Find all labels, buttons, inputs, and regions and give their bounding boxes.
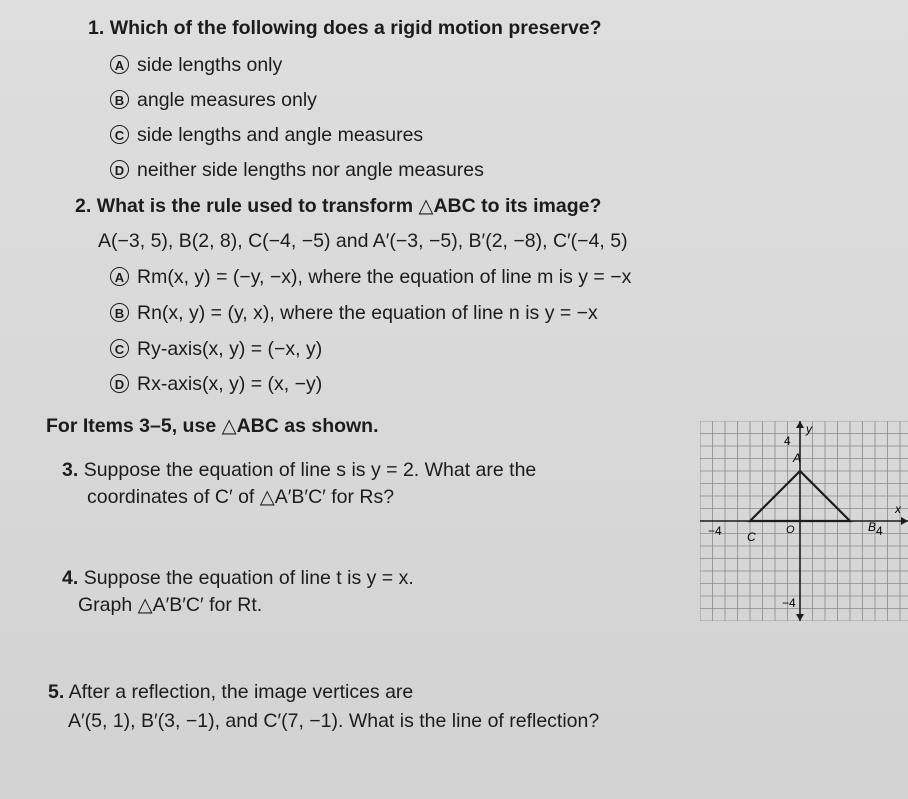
q1-choice-b[interactable] (110, 88, 317, 112)
point-label-c: C (747, 530, 756, 544)
q2-given: A(−3, 5), B(2, 8), C(−4, −5) and A′(−3, −5), B′(2, −8), C′(−4, 5) (98, 230, 628, 252)
q5-text-1: After a reflection, the image vertices are (68, 681, 414, 703)
q1-number: 1. (88, 17, 105, 39)
y-axis-label: y (806, 422, 812, 436)
choice-letter-b: B (110, 303, 129, 322)
tick-label-x-pos: 4 (876, 524, 883, 538)
tick-label-x-neg: −4 (708, 524, 722, 538)
q2-choice-c-text: Ry-axis(x, y) = (−x, y) (137, 338, 323, 360)
q2-choice-c[interactable] (110, 337, 322, 361)
point-label-a: A (793, 451, 802, 465)
choice-letter-b: B (110, 90, 129, 109)
q3-number: 3. (62, 459, 79, 481)
choice-letter-d: D (110, 374, 129, 393)
q2-choice-b[interactable] (110, 301, 598, 325)
q1-choice-a-text: side lengths only (137, 54, 283, 76)
q1-choice-c[interactable] (110, 123, 423, 147)
q1-choice-b-text: angle measures only (137, 89, 317, 111)
y-axis-arrow-down (796, 614, 804, 621)
x-axis-label: x (895, 502, 901, 516)
q4-text-1: Suppose the equation of line t is y = x. (83, 567, 414, 589)
q5-line1 (48, 680, 413, 704)
y-axis-arrow-up (796, 421, 804, 428)
q2-choice-a-text: Rm(x, y) = (−y, −x), where the equation of line m is y = −x (137, 266, 632, 288)
q4-number: 4. (62, 567, 79, 589)
choice-letter-c: C (110, 125, 129, 144)
point-label-b: B (868, 520, 877, 534)
choice-letter-c: C (110, 339, 129, 358)
choice-letter-d: D (110, 160, 129, 179)
q1-choice-c-text: side lengths and angle measures (137, 124, 424, 146)
q1-prompt (88, 16, 602, 40)
q1-choice-d[interactable] (110, 158, 484, 182)
q2-prompt (75, 194, 601, 218)
q4-line2: Graph △A′B′C′ for Rt. (78, 594, 263, 616)
q1-choice-a[interactable] (110, 53, 282, 77)
q1-text: Which of the following does a rigid motion preserve? (109, 17, 602, 39)
q2-choice-b-text: Rn(x, y) = (y, x), where the equation of line n is y = −x (137, 302, 598, 324)
q2-text: What is the rule used to transform △ABC to its image? (96, 195, 602, 217)
coordinate-grid (700, 421, 908, 626)
choice-letter-a: A (110, 267, 129, 286)
point-labels (747, 451, 876, 544)
q1-choice-d-text: neither side lengths nor angle measures (137, 159, 484, 181)
origin-label: O (786, 524, 795, 536)
q3-text-1: Suppose the equation of line s is y = 2. What are the (83, 459, 537, 481)
q5-number: 5. (48, 681, 65, 703)
items-intro: For Items 3–5, use △ABC as shown. (46, 415, 379, 437)
tick-label-y-neg: −4 (782, 596, 796, 610)
q3-line1 (62, 458, 536, 482)
q2-choice-d[interactable] (110, 372, 322, 396)
q2-number: 2. (75, 195, 92, 217)
q3-line2: coordinates of C′ of △A′B′C′ for Rs? (87, 486, 395, 508)
q2-choice-a[interactable] (110, 265, 631, 289)
coordinate-grid-svg (700, 421, 908, 621)
q2-choice-d-text: Rx-axis(x, y) = (x, −y) (137, 373, 323, 395)
x-axis-arrow-right (901, 517, 908, 525)
q5-line2: A′(5, 1), B′(3, −1), and C′(7, −1). What is the line of reflection? (68, 710, 600, 732)
choice-letter-a: A (110, 55, 129, 74)
q4-line1 (62, 566, 414, 590)
tick-label-y-pos: 4 (784, 434, 791, 448)
